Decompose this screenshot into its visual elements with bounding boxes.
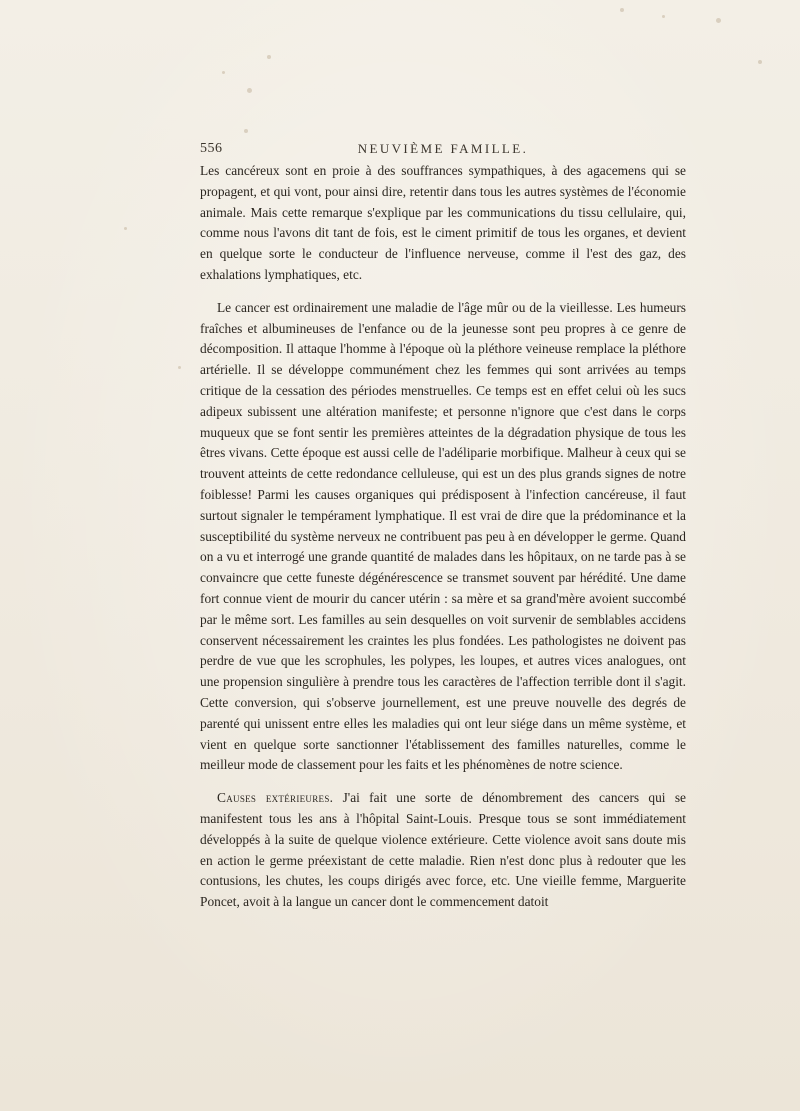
paragraph: Les cancéreux sont en proie à des souffrances sympathiques, à des agacemens qui se propagent, et qui vont, pour ainsi dire, retentir dans tous les autres systèmes de l'économie animale. Mais cette remarque s'explique par les communications du tissu cellulaire, qui, comme nous l'avons dit tant de fois, est le ciment primitif de tous les organes, et devient en quelque sorte le conducteur de l'influence nerveuse, comme il l'est des gaz, des exhalations lymphatiques, etc. <box>200 163 686 282</box>
foxing-spot <box>758 60 762 64</box>
foxing-spot <box>716 18 721 23</box>
foxing-spot <box>124 227 127 230</box>
foxing-spot <box>244 129 248 133</box>
foxing-spot <box>247 88 252 93</box>
paragraph-text: J'ai fait une sorte de dénombrement des cancers qui se manifestent tous les ans à l'hôpital Saint-Louis. Presque tous se sont immédiatement développés à la suite de quelque violence extérieure. Cette violence avoit sans doute mis en action le germe préexistant de cette maladie. Rien n'est donc plus à redouter que les contusions, les chutes, les coups dirigés avec force, etc. Une vieille femme, Marguerite Poncet, avoit à la langue un cancer dont le commencement datoit <box>200 790 686 910</box>
paragraph: Le cancer est ordinairement une maladie de l'âge mûr ou de la vieillesse. Les humeurs fraîches et albumineuses de l'enfance ou de la jeunesse sont peu propres à ce genre de décomposition. Il attaque l'homme à l'époque où la pléthore veineuse remplace la pléthore artérielle. Il se développe communément chez les femmes qui sont arrivées au temps critique de la cessation des périodes menstruelles. Ce temps est en effet celui où les sucs adipeux subissent une altération manifeste; et personne n'ignore que c'est dans le corps muqueux que se font sentir les premières atteintes de la dégradation physique de tous les êtres vivans. Cette époque est aussi celle de l'adéliparie morbifique. Malheur à ceux qui se trouvent atteints de cette redondance celluleuse, qui est un des plus grands signes de notre foiblesse! Parmi les causes organiques qui prédisposent à l'infection cancéreuse, il faut surtout signaler le tempérament lymphatique. Il est vrai de dire que la prédominance et la susceptibilité du système nerveux ne contribuent pas peu à en développer le germe. Quand on a vu et interrogé une grande quantité de malades dans les hôpitaux, on ne tarde pas à se convaincre que cette funeste dégénérescence se transmet souvent par hérédité. Une dame fort connue vient de mourir du cancer utérin : sa mère et sa grand'mère avoient succombé par le même sort. Les familles au sein desquelles on voit survenir de semblables accidens conservent nécessairement les craintes les plus fondées. Les pathologistes ne doivent pas perdre de vue que les scrophules, les polypes, les loupes, et autres vices analogues, ont une propension singulière à prendre tous les caractères de l'affection terrible dont il s'agit. Cette conversion, qui s'observe journellement, est une preuve nouvelle des degrés de parenté qui unissent entre elles les maladies qui ont leur siége dans un même système, et vient en quelque sorte sanctionner l'établissement des familles naturelles, comme le meilleur mode de classement pour les faits et les phénomènes de notre science. <box>200 299 686 773</box>
foxing-spot <box>267 55 271 59</box>
section-heading: Causes extérieures. <box>217 790 334 806</box>
foxing-spot <box>620 8 624 12</box>
body-text <box>200 161 686 913</box>
page-number: 556 <box>200 141 223 156</box>
page-header <box>200 141 686 161</box>
foxing-spot <box>662 15 665 18</box>
foxing-spot <box>222 71 225 74</box>
foxing-spot <box>178 366 181 369</box>
running-title: NEUVIÈME FAMILLE. <box>357 141 529 156</box>
paragraph <box>200 788 686 913</box>
